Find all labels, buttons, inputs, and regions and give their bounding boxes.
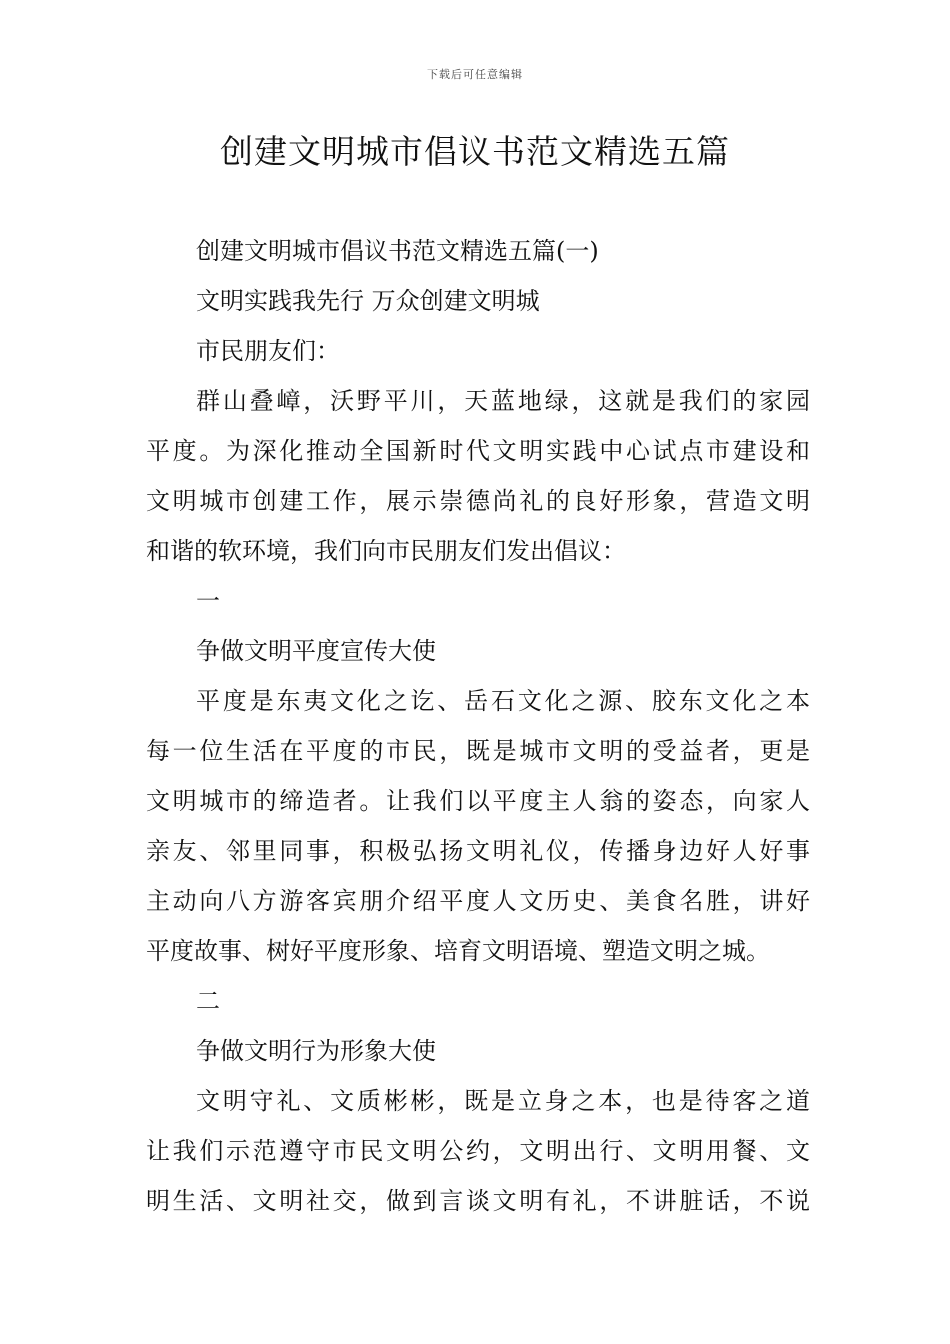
paragraph-line: 让我们示范遵守市民文明公约，文明出行、文明用餐、文 bbox=[146, 1137, 810, 1165]
salutation: 市民朋友们： bbox=[196, 337, 340, 365]
item-number: 二 bbox=[196, 987, 220, 1015]
paragraph-line: 群山叠嶂，沃野平川，天蓝地绿，这就是我们的家园 bbox=[196, 387, 810, 415]
header-note: 下载后可任意编辑 bbox=[427, 68, 523, 81]
paragraph-line: 明生活、文明社交，做到言谈文明有礼，不讲脏话，不说 bbox=[146, 1187, 810, 1215]
paragraph-line: 平度。为深化推动全国新时代文明实践中心试点市建设和 bbox=[146, 437, 810, 465]
item-heading: 争做文明平度宣传大使 bbox=[196, 637, 436, 665]
paragraph-line: 平度故事、树好平度形象、培育文明语境、塑造文明之城。 bbox=[146, 937, 770, 965]
paragraph-line: 文明城市创建工作，展示崇德尚礼的良好形象，营造文明 bbox=[146, 487, 810, 515]
subtitle-line: 文明实践我先行 万众创建文明城 bbox=[196, 287, 540, 315]
document-body bbox=[146, 226, 810, 1226]
section-heading: 创建文明城市倡议书范文精选五篇(一) bbox=[196, 237, 599, 265]
paragraph-line: 每一位生活在平度的市民，既是城市文明的受益者，更是 bbox=[146, 737, 810, 765]
item-heading: 争做文明行为形象大使 bbox=[196, 1037, 436, 1065]
paragraph-line: 文明城市的缔造者。让我们以平度主人翁的姿态，向家人 bbox=[146, 787, 810, 815]
paragraph-line: 平度是东夷文化之讫、岳石文化之源、胶东文化之本 bbox=[196, 687, 810, 715]
paragraph-line: 主动向八方游客宾朋介绍平度人文历史、美食名胜，讲好 bbox=[146, 887, 810, 915]
paragraph-line: 亲友、邻里同事，积极弘扬文明礼仪，传播身边好人好事 bbox=[146, 837, 810, 865]
document-title: 创建文明城市倡议书范文精选五篇 bbox=[220, 132, 730, 171]
paragraph-line: 文明守礼、文质彬彬，既是立身之本，也是待客之道 bbox=[196, 1087, 810, 1115]
paragraph-line: 和谐的软环境，我们向市民朋友们发出倡议： bbox=[146, 537, 626, 565]
item-number: 一 bbox=[196, 587, 220, 615]
